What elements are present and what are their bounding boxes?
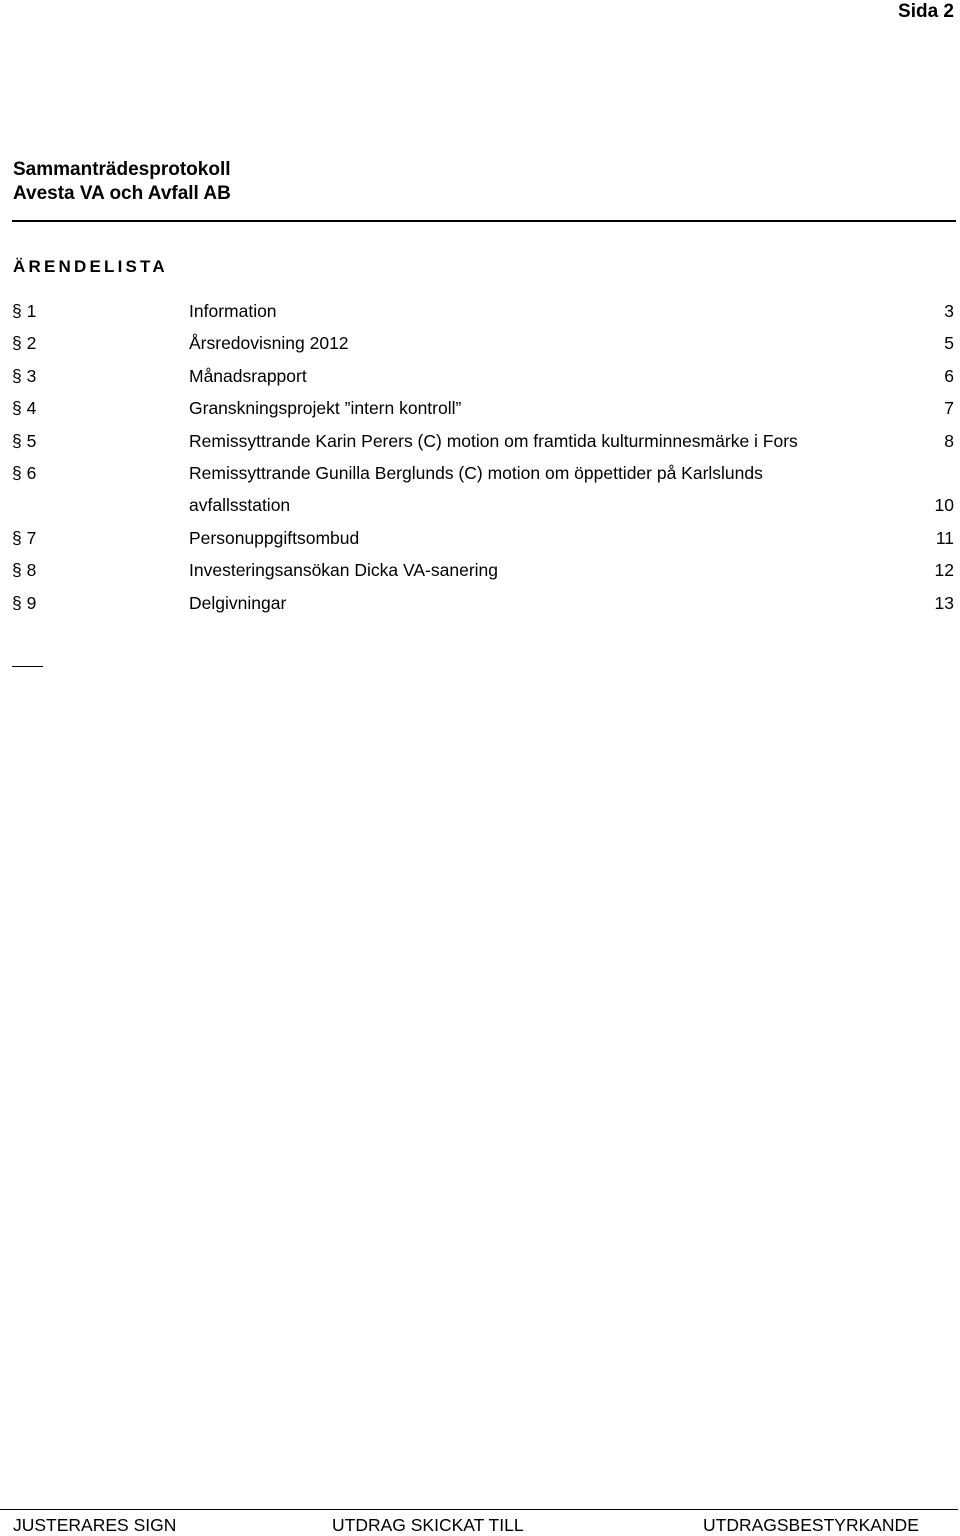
footer-utdragsbestyrkande: UTDRAGSBESTYRKANDE: [703, 1515, 919, 1535]
agenda-item: [0, 427, 960, 459]
agenda-item-paragraph: § 6: [12, 462, 37, 483]
document-title-line-1: Sammanträdesprotokoll: [13, 159, 231, 180]
document-title-line-2: Avesta VA och Avfall AB: [13, 183, 231, 204]
agenda-item-title: Granskningsprojekt ”intern kontroll”: [189, 398, 462, 419]
document-title: [13, 158, 231, 206]
agenda-item-title: Information: [189, 301, 277, 321]
agenda-item-continuation: [0, 491, 960, 523]
agenda-item-title: Investeringsansökan Dicka VA-sanering: [189, 560, 499, 581]
footer-utdrag-skickat-till: UTDRAG SKICKAT TILL: [332, 1515, 524, 1535]
agenda-item: [0, 524, 960, 556]
agenda-item-title: avfallsstation: [189, 495, 291, 516]
list-end-divider: [12, 666, 43, 667]
agenda-item: [0, 329, 960, 361]
agenda-item-page: 5: [944, 333, 954, 354]
agenda-item-paragraph: § 9: [12, 592, 37, 613]
agenda-item-paragraph: § 8: [12, 560, 37, 581]
agenda-item: [0, 362, 960, 394]
agenda-item-page: 13: [934, 592, 954, 613]
agenda-item-title: Delgivningar: [189, 592, 287, 613]
agenda-item: [0, 459, 960, 491]
agenda-item-page: 6: [944, 365, 954, 386]
agenda-item-paragraph: § 1: [12, 301, 37, 321]
agenda-item-page: 7: [944, 398, 954, 419]
footer-justerares-sign: JUSTERARES SIGN: [13, 1515, 177, 1535]
agenda-item-page: 3: [944, 301, 954, 321]
agenda-item: [0, 297, 960, 329]
agenda-item: [0, 589, 960, 621]
agenda-heading: ÄRENDELISTA: [13, 257, 168, 276]
agenda-item-page: 11: [935, 527, 954, 548]
agenda-item-paragraph: § 7: [12, 527, 37, 548]
agenda-item-page: 8: [944, 430, 954, 451]
agenda-item-title: Remissyttrande Karin Perers (C) motion om framtida kulturminnesmärke i Fors: [189, 430, 798, 451]
agenda-item-title: Årsredovisning 2012: [189, 333, 349, 354]
agenda-item-paragraph: § 2: [12, 333, 37, 354]
agenda-item: [0, 556, 960, 588]
agenda-item-paragraph: § 3: [12, 365, 37, 386]
agenda-item-title: Remissyttrande Gunilla Berglunds (C) motion om öppettider på Karlslunds: [189, 462, 763, 483]
agenda-item-paragraph: § 4: [12, 398, 37, 419]
agenda-item-page: 10: [934, 495, 954, 516]
agenda-item-title: Personuppgiftsombud: [189, 527, 360, 548]
agenda-item-paragraph: § 5: [12, 430, 37, 451]
agenda-item-page: 12: [934, 560, 954, 581]
agenda-list: [0, 297, 960, 621]
footer: [0, 1515, 960, 1536]
page-number: Sida 2: [898, 1, 954, 22]
agenda-item: [0, 394, 960, 426]
agenda-item-title: Månadsrapport: [189, 365, 307, 386]
footer-divider: [0, 1509, 958, 1510]
header-divider: [12, 220, 956, 222]
